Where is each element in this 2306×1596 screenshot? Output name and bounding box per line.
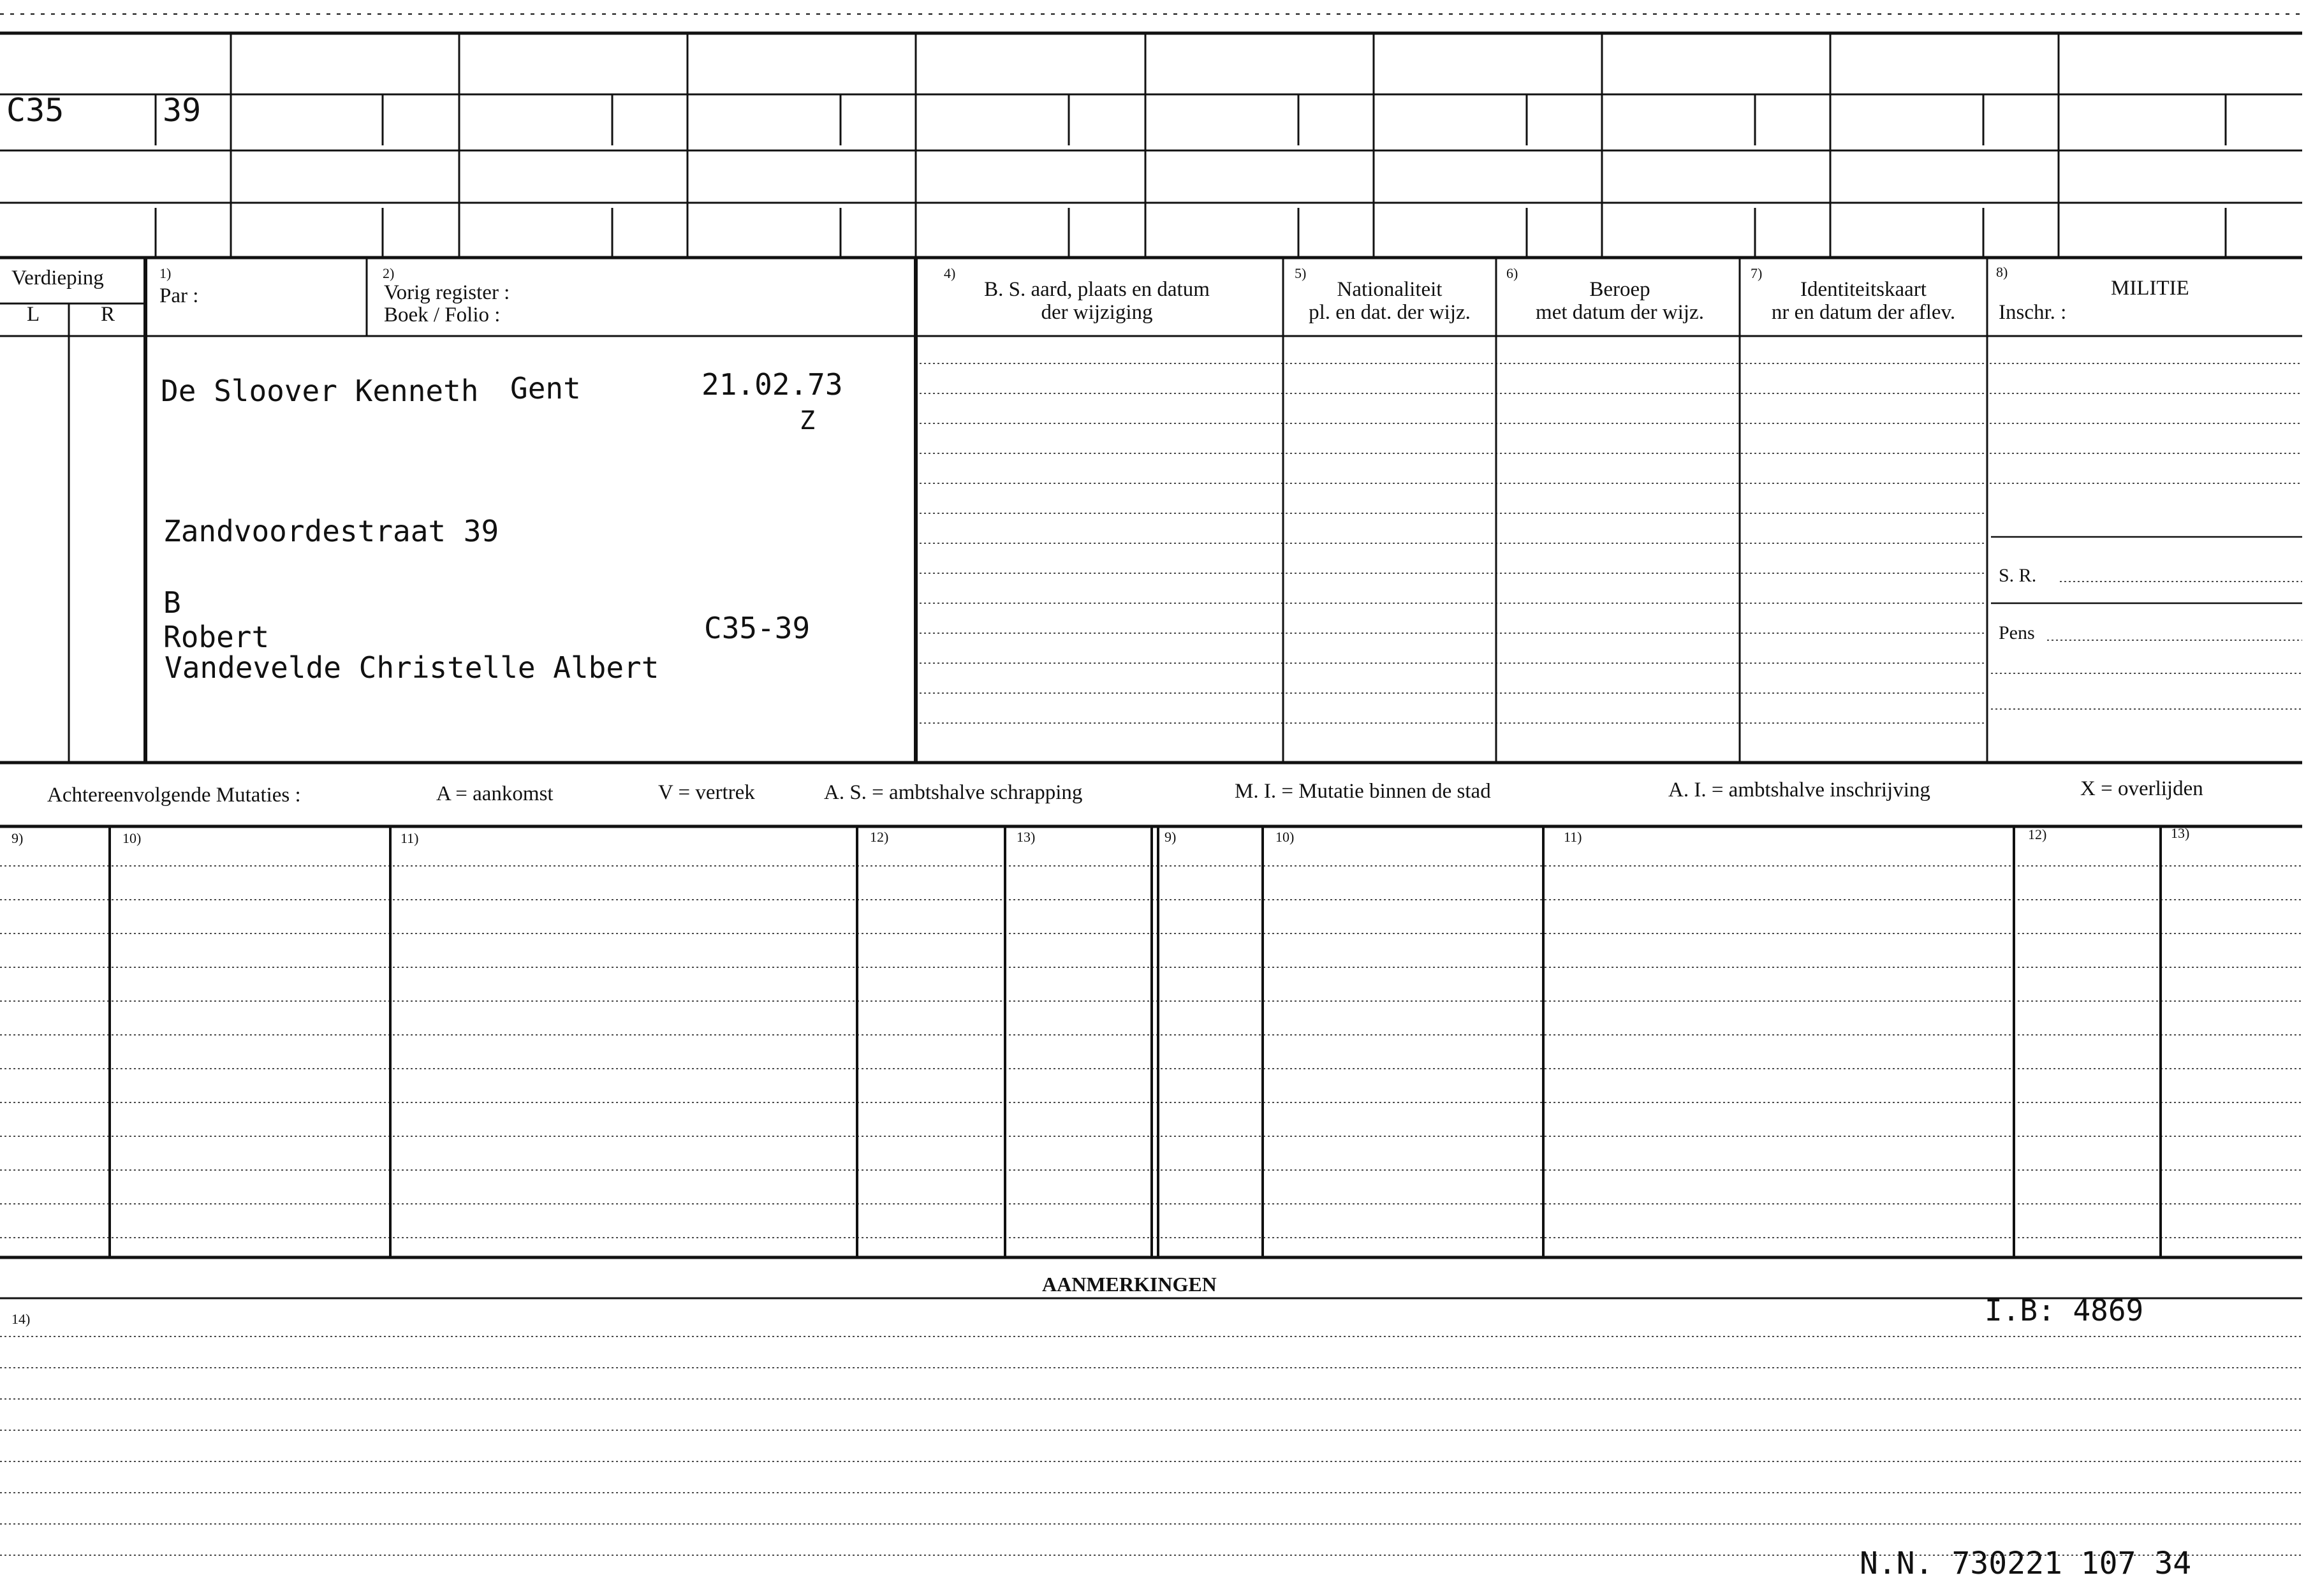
legend-aankomst: A = aankomst <box>436 782 554 805</box>
field-number-2: 2) <box>383 265 395 281</box>
birth-place: Gent <box>510 371 581 406</box>
mut-col-10-left: 10) <box>122 830 142 846</box>
nationality-heading-line2: pl. en dat. der wijz. <box>1309 301 1471 324</box>
verdieping-label: Verdieping <box>11 267 104 289</box>
legend-ambtshalve-schrapping: A. S. = ambtshalve schrapping <box>824 781 1083 804</box>
mut-col-9-left: 9) <box>11 830 24 846</box>
sex-mark: Z <box>800 406 816 436</box>
field-number-1: 1) <box>159 265 172 281</box>
field-number-6: 6) <box>1506 265 1518 281</box>
field-number-8: 8) <box>1996 264 2008 280</box>
beroep-heading-line2: met datum der wijz. <box>1536 301 1704 324</box>
mut-col-11-left: 11) <box>400 830 419 846</box>
par-label: Par : <box>159 284 199 307</box>
militie-heading: MILITIE <box>2111 277 2189 300</box>
legend-overlijden: X = overlijden <box>2080 777 2203 800</box>
mother-name: Vandevelde Christelle Albert <box>165 650 659 685</box>
field-number-14: 14) <box>11 1311 31 1327</box>
mut-col-12-left: 12) <box>870 829 889 845</box>
inschr-label: Inschr. : <box>1999 301 2067 324</box>
nationality-heading-line1: Nationaliteit <box>1337 278 1443 301</box>
beroep-heading-line1: Beroep <box>1589 278 1650 301</box>
pens-label: Pens <box>1999 622 2035 643</box>
boek-folio-label: Boek / Folio : <box>384 304 501 326</box>
mut-col-11-right: 11) <box>1564 829 1582 845</box>
birth-date: 21.02.73 <box>701 367 843 402</box>
legend-mutatie-binnen-stad: M. I. = Mutatie binnen de stad <box>1235 780 1491 803</box>
code-series: C35 <box>6 92 64 129</box>
sr-label: S. R. <box>1999 565 2037 586</box>
legend-vertrek: V = vertrek <box>658 781 755 804</box>
ib-number: I.B: 4869 <box>1985 1293 2144 1328</box>
street-address: Zandvoordestraat 39 <box>163 514 499 548</box>
mutations-label: Achtereenvolgende Mutaties : <box>47 784 301 807</box>
person-name: De Sloover Kenneth <box>161 374 479 408</box>
id-heading-line2: nr en datum der aflev. <box>1771 301 1956 324</box>
field-number-4: 4) <box>944 265 956 281</box>
national-number: N.N. 730221 107 34 <box>1860 1546 2192 1581</box>
mut-col-10-right: 10) <box>1275 829 1295 845</box>
mut-col-13-left: 13) <box>1017 829 1036 845</box>
bs-heading-line1: B. S. aard, plaats en datum <box>984 278 1210 301</box>
legend-ambtshalve-inschrijving: A. I. = ambtshalve inschrijving <box>1668 779 1930 802</box>
remarks-title: AANMERKINGEN <box>1042 1273 1217 1296</box>
vorig-register-label: Vorig register : <box>384 281 510 304</box>
field-number-5: 5) <box>1295 265 1307 281</box>
father-name: Robert <box>163 620 270 654</box>
floor-left-label: L <box>27 303 40 326</box>
mut-col-9-right: 9) <box>1164 829 1177 845</box>
record-reference: C35-39 <box>704 611 811 645</box>
code-number: 39 <box>163 92 202 129</box>
id-heading-line1: Identiteitskaart <box>1800 278 1927 301</box>
floor-right-label: R <box>101 303 115 326</box>
marital-mark: B <box>163 585 181 620</box>
mut-col-12-right: 12) <box>2028 826 2047 842</box>
field-number-7: 7) <box>1751 265 1763 281</box>
bs-heading-line2: der wijziging <box>1041 301 1153 324</box>
mut-col-13-right: 13) <box>2171 825 2190 841</box>
